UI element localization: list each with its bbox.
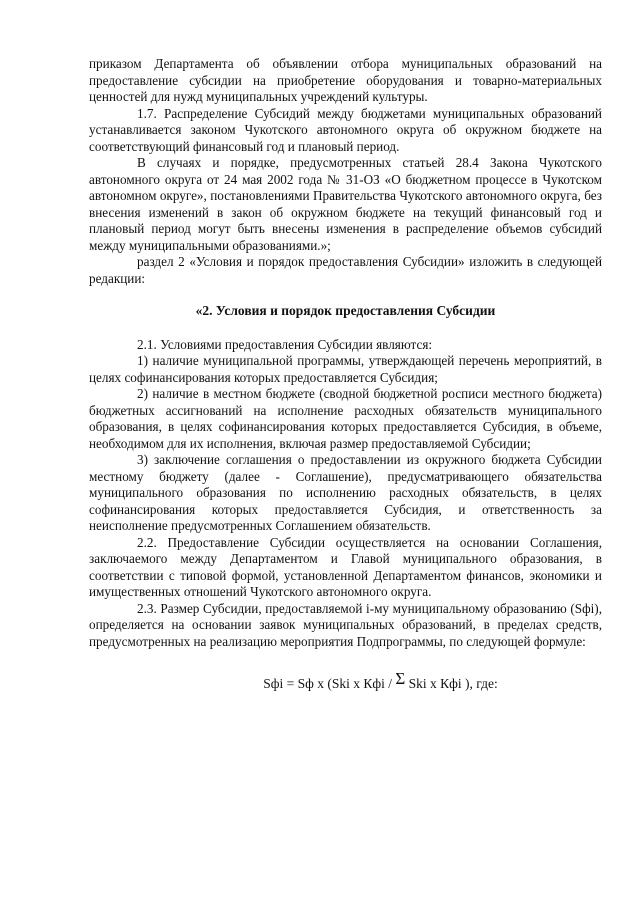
paragraph-2-3: 2.3. Размер Субсидии, предоставляемой i-му муниципальному образованию (Sфi), определяется на основании заявок муниципальных образований, в пределах средств, предусмотренных на реализацию мероприятия Подпрограммы, по следующей формуле: — [89, 600, 602, 649]
paragraph-condition-2: 2) наличие в местном бюджете (сводной бюджетной росписи местного бюджета) бюджетных ассигнований на исполнение расходных обязательств муниципального образования, в целях софинансирования которых предоставляется Субсидия, в объеме, необходимом для их исполнения, включая размер предоставляемой Субсидии; — [89, 386, 602, 451]
paragraph-section-2-intro: раздел 2 «Условия и порядок предоставления Субсидии» изложить в следующей редакции: — [89, 254, 602, 286]
paragraph-condition-3: 3) заключение соглашения о предоставлении из окружного бюджета Субсидии местному бюджету (далее - Соглашение), предусматривающего обязательства муниципального образования по исполнению расходных обязательств, в целях софинансирования которых предоставляется Субсидия, и ответственность за неисполнение предусмотренных Соглашением обязательств. — [89, 452, 602, 533]
paragraph-2-2: 2.2. Предоставление Субсидии осуществляется на основании Соглашения, заключаемого между Департаментом и Главой муниципального образования, в соответствии с типовой формой, установленной Департаментом финансов, экономики и имущественных отношений Чукотского автономного округа. — [89, 534, 602, 599]
formula-right: Ski x Кфi ), где: — [405, 676, 498, 691]
paragraph-2-1: 2.1. Условиями предоставления Субсидии являются: — [137, 336, 433, 352]
subsidy-formula — [89, 669, 602, 693]
document-page — [89, 56, 602, 693]
section-heading: «2. Условия и порядок предоставления Субсидии — [195, 303, 496, 318]
paragraph-continuation: приказом Департамента об объявлении отбора муниципальных образований на предоставление субсидии на приобретение оборудования и товарно-материальных ценностей для нужд муниципальных учреждений культуры. — [89, 56, 602, 104]
paragraph-amendments: В случаях и порядке, предусмотренных статьей 28.4 Закона Чукотского автономного округа от 24 мая 2002 года № 31-ОЗ «О бюджетном процессе в Чукотском автономном округе», постановлениями Правительства Чукотского автономного округа, без внесения изменений в закон об окружном бюджете на текущий финансовый год и плановый период могут быть внесены изменения в распределение объемов субсидий между муниципальными образованиями.»; — [89, 155, 602, 253]
sigma-symbol: Σ — [395, 669, 406, 688]
paragraph-condition-1: 1) наличие муниципальной программы, утверждающей перечень мероприятий, в целях софинансирования которых предоставляется Субсидия; — [89, 353, 602, 385]
formula-left: Sфi = Sф x (Ski x Кфi / — [263, 676, 396, 691]
paragraph-1-7: 1.7. Распределение Субсидий между бюджетами муниципальных образований устанавливается законом Чукотского автономного округа об окружном бюджете на соответствующий финансовый год и плановый период. — [89, 105, 602, 154]
